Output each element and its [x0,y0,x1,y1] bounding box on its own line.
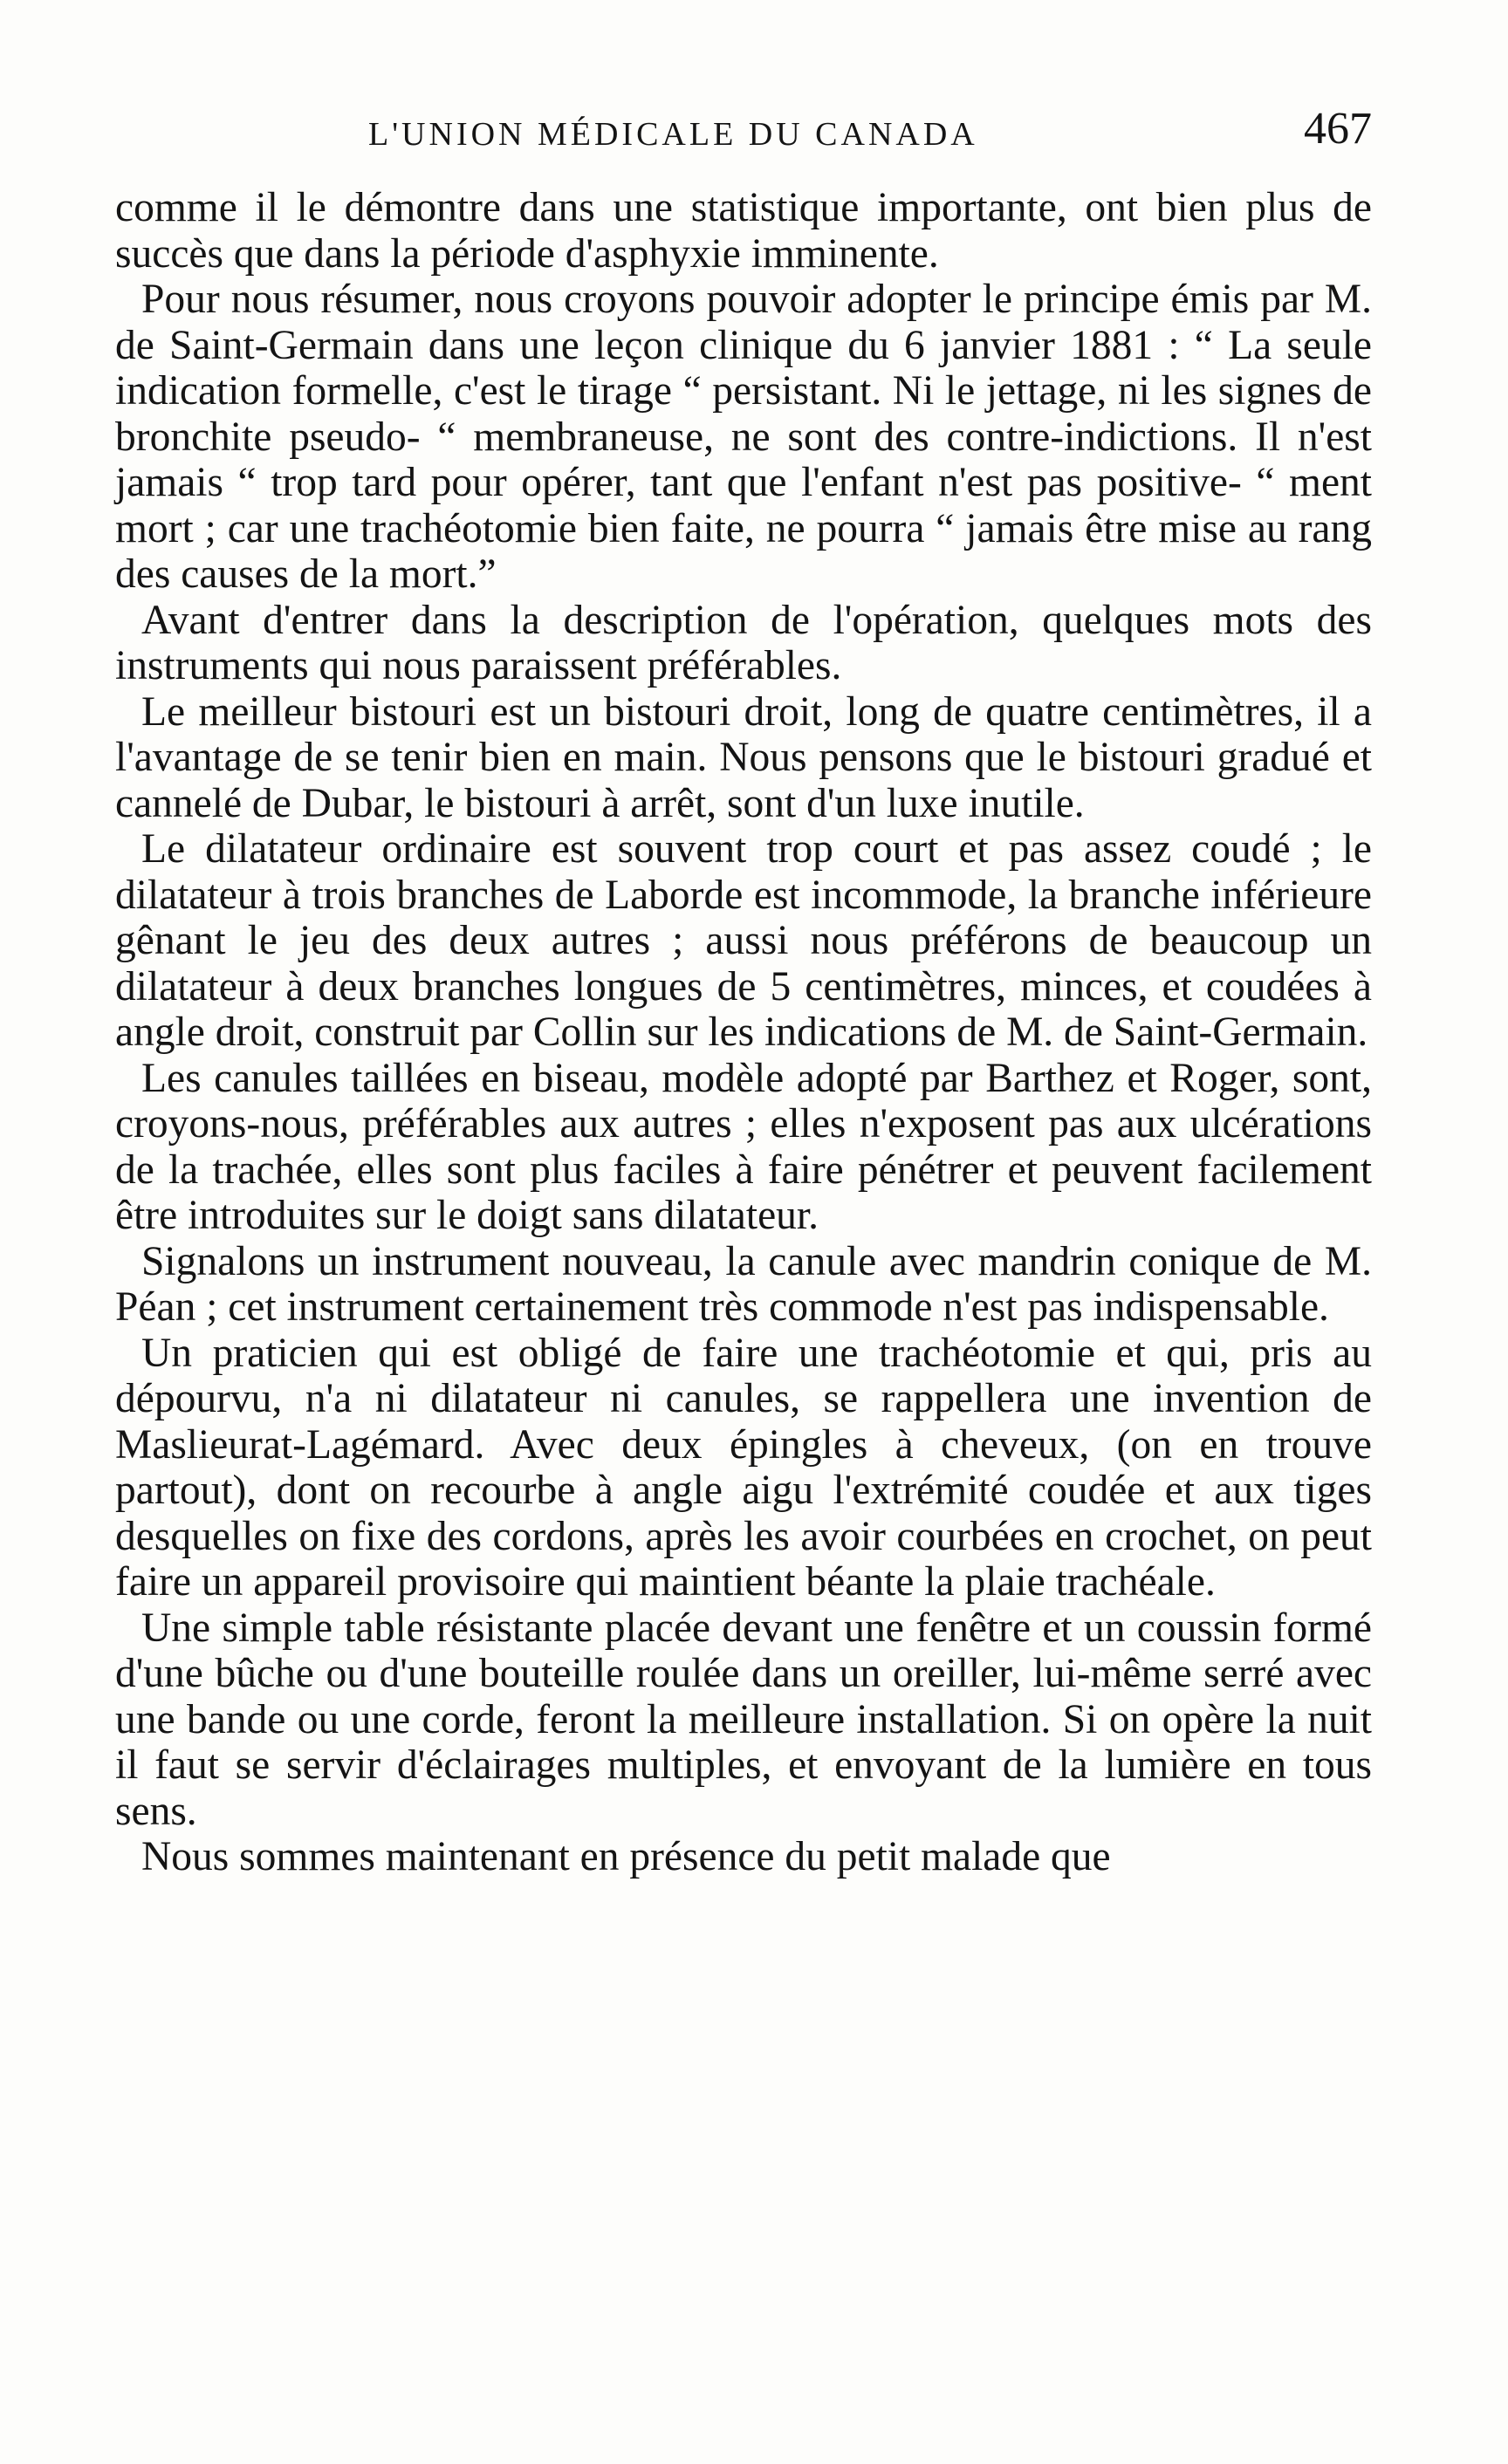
paragraph: Le meilleur bistouri est un bistouri droit, long de quatre centimètres, il a l'avantage de se tenir bien en main. Nous pensons que le bistouri gradué et cannelé de Dubar, le bistouri à arrêt, sont d'un luxe inutile. [115,688,1372,826]
paragraph: Pour nous résumer, nous croyons pouvoir adopter le principe émis par M. de Saint-Germain dans une leçon clinique du 6 janvier 1881 : “ La seule indication formelle, c'est le tirage “ persistant. Ni le jettage, ni les signes de bronchite pseudo- “ membraneuse, ne sont des contre-indictions. Il n'est jamais “ trop tard pour opérer, tant que l'enfant n'est pas positive- “ ment mort ; car une trachéotomie bien faite, ne pourra “ jamais être mise au rang des causes de la mort.” [115,277,1372,597]
body-text [115,185,1372,1880]
paragraph: Nous sommes maintenant en présence du petit malade que [141,1834,1111,1879]
paragraph: Signalons un instrument nouveau, la canule avec mandrin conique de M. Péan ; cet instrument certainement très commode n'est pas indispensable. [115,1238,1372,1330]
paragraph: comme il le démontre dans une statistique importante, ont bien plus de succès que dans la période d'asphyxie imminente. [115,185,1372,277]
paragraph: Une simple table résistante placée devant une fenêtre et un coussin formé d'une bûche ou d'une bouteille roulée dans un oreiller, lui-même serré avec une bande ou une corde, feront la meilleure installation. Si on opère la nuit il faut se servir d'éclairages multiples, et envoyant de la lumière en tous sens. [115,1605,1372,1834]
paragraph: Le dilatateur ordinaire est souvent trop court et pas assez coudé ; le dilatateur à trois branches de Laborde est incommode, la branche inférieure gênant le jeu des deux autres ; aussi nous préférons de beaucoup un dilatateur à deux branches longues de 5 centimètres, minces, et coudées à angle droit, construit par Collin sur les indications de M. de Saint-Germain. [115,826,1372,1055]
paragraph: Un praticien qui est obligé de faire une trachéotomie et qui, pris au dépourvu, n'a ni dilatateur ni canules, se rappellera une invention de Maslieurat-Lagémard. Avec deux épingles à cheveux, (on en trouve partout), dont on recourbe à angle aigu l'extrémité coudée et aux tiges desquelles on fixe des cordons, après les avoir courbées en crochet, on peut faire un appareil provisoire qui maintient béante la plaie trachéale. [115,1330,1372,1605]
paragraph: Les canules taillées en biseau, modèle adopté par Barthez et Roger, sont, croyons-nous, préférables aux autres ; elles n'exposent pas aux ulcérations de la trachée, elles sont plus faciles à faire pénétrer et peuvent facilement être introduites sur le doigt sans dilatateur. [115,1055,1372,1238]
page-number: 467 [1304,104,1372,154]
page-header [115,103,1372,166]
running-title: L'UNION MÉDICALE DU CANADA [368,116,978,153]
paragraph: Avant d'entrer dans la description de l'opération, quelques mots des instruments qui nous paraissent préférables. [115,597,1372,688]
